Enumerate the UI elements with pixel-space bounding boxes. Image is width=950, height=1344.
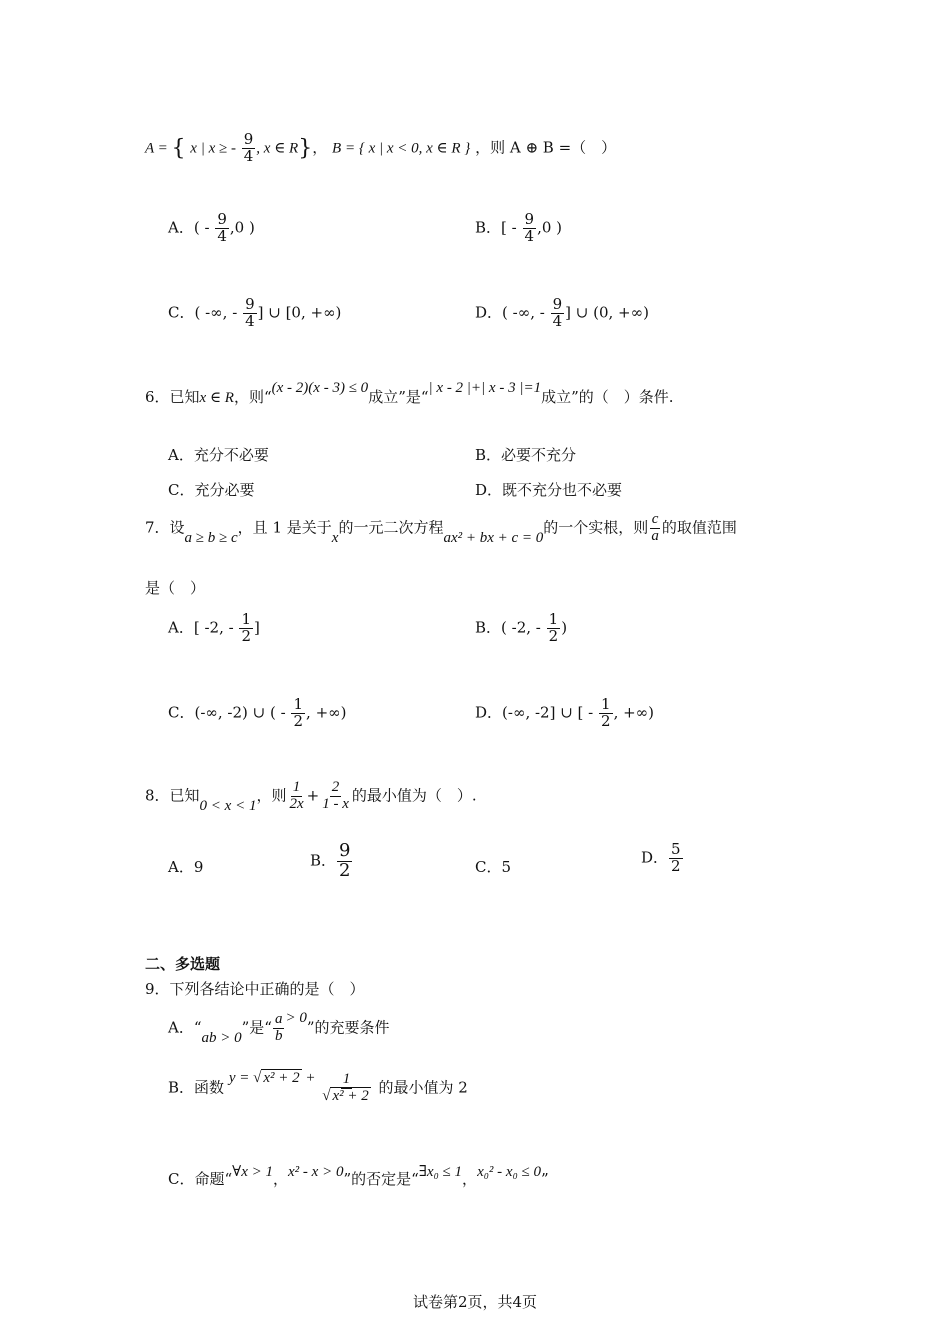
q8-option-d[interactable]: D． $\frac{5}{2}$ bbox=[641, 840, 681, 875]
q9-option-a[interactable]: A．“ab > 0”是“ $\frac{a}{b}$ > 0”的充要条件 bbox=[168, 1010, 390, 1047]
q7-option-b[interactable]: B．( -2, - $\frac{1}{2}$ ) bbox=[475, 610, 568, 645]
q5-option-b[interactable]: B．[ - $\frac{9}{4}$ ,0 ) bbox=[475, 210, 562, 245]
q5-option-a[interactable]: A．( - $\frac{9}{4}$ ,0 ) bbox=[168, 210, 255, 245]
page-footer: 试卷第2页，共4页 bbox=[412, 1293, 538, 1311]
q5-setA-left: A = bbox=[145, 140, 172, 157]
q6-stem: 6．已知x ∈ R，则“(x - 2)(x - 3) ≤ 0成立”是“| x - 2 |+| x - 3 |=1成立”的（ ）条件. bbox=[145, 380, 674, 406]
q7-stem-line2: 是（ ） bbox=[145, 579, 206, 597]
q5-setA-body: x | x ≥ - bbox=[190, 140, 236, 157]
q6-option-d[interactable]: D．既不充分也不必要 bbox=[475, 481, 623, 499]
q7-option-a[interactable]: A．[ -2, - $\frac{1}{2}$ ] bbox=[168, 610, 260, 645]
q6-option-c[interactable]: C．充分必要 bbox=[168, 481, 255, 499]
q9-stem: 9．下列各结论中正确的是（ ） bbox=[145, 980, 365, 998]
q8-stem: 8．已知0 < x < 1，则 $\frac{1}{2x}$ + $\frac{2}{1 - x}$ 的最小值为（ ）. bbox=[145, 779, 477, 815]
q5-setB: B = { x | x < 0, x ∈ R } bbox=[332, 140, 471, 157]
q7-stem: 7．设a ≥ b ≥ c，且 1 是关于x的一元二次方程ax² + bx + c = 0的一个实根，则 $\frac{c}{a}$ 的取值范围 bbox=[145, 511, 737, 547]
q8-option-a[interactable]: A．9 bbox=[168, 858, 204, 876]
section-title-multi-choice: 二、多选题 bbox=[145, 955, 221, 973]
q7-option-d[interactable]: D．(-∞, -2] ∪ [ - $\frac{1}{2}$ , +∞) bbox=[475, 695, 655, 730]
q6-option-a[interactable]: A．充分不必要 bbox=[168, 446, 269, 464]
q5-setA-frac: $\frac{9}{4}$ bbox=[243, 130, 254, 165]
q6-option-b[interactable]: B．必要不充分 bbox=[475, 446, 577, 464]
q5-stem: A = { x | x ≥ - $\frac{9}{4}$ , x ∈ R}， B = { x | x < 0, x ∈ R } ，则 A ⊕ B =（ ） bbox=[145, 130, 617, 165]
q8-option-c[interactable]: C．5 bbox=[475, 858, 512, 876]
q9-option-b[interactable]: B．函数 y = √ x² + 2 + $\frac{1}{\text{√ x² + 2}}$ 的最小值为 2 bbox=[168, 1070, 468, 1104]
q5-option-d[interactable]: D．( -∞, - $\frac{9}{4}$ ] ∪ (0, +∞) bbox=[475, 295, 649, 330]
q7-option-c[interactable]: C．(-∞, -2) ∪ ( - $\frac{1}{2}$ , +∞) bbox=[168, 695, 347, 730]
q8-option-b[interactable]: B． $\frac{9}{2}$ bbox=[310, 840, 351, 881]
q5-option-c[interactable]: C．( -∞, - $\frac{9}{4}$ ] ∪ [0, +∞) bbox=[168, 295, 342, 330]
q9-option-c[interactable]: C．命题“∀x > 1，x² - x > 0”的否定是“∃x₀ ≤ 1，x₀² - x₀ ≤ 0” bbox=[168, 1164, 549, 1188]
q5-tail: ，则 A ⊕ B =（ ） bbox=[475, 138, 617, 157]
